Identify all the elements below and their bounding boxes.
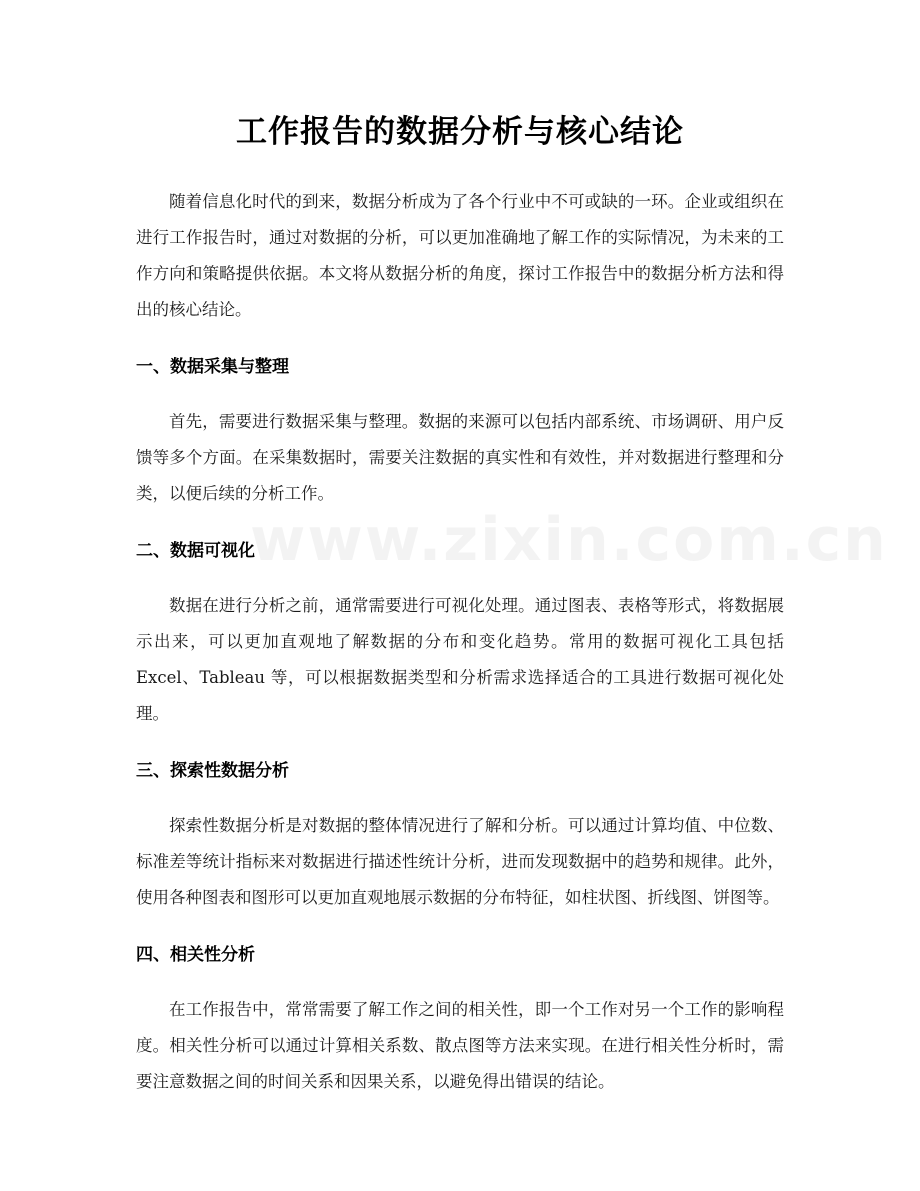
section-body-correlation-analysis: 在工作报告中，常常需要了解工作之间的相关性，即一个工作对另一个工作的影响程度。相关性分析可以通过计算相关系数、散点图等方法来实现。在进行相关性分析时，需要注意数据之间的时间关系和因果关系，以避免得出错误的结论。 [136, 1000, 784, 1091]
section-heading-correlation-analysis: 四、相关性分析 [136, 945, 255, 965]
watermark: www.zixin.com.cn [250, 505, 888, 575]
document-title: 工作报告的数据分析与核心结论 [236, 114, 684, 150]
document-content [136, 108, 888, 1126]
section-body-data-collection: 首先，需要进行数据采集与整理。数据的来源可以包括内部系统、市场调研、用户反馈等多个方面。在采集数据时，需要关注数据的真实性和有效性，并对数据进行整理和分类，以便后续的分析工作。 [136, 412, 784, 503]
section-body-visualization: 数据在进行分析之前，通常需要进行可视化处理。通过图表、表格等形式，将数据展示出来，可以更加直观地了解数据的分布和变化趋势。常用的数据可视化工具包括 Excel、Tableau 等，可以根据数据类型和分析需求选择适合的工具进行数据可视化处理。 [136, 596, 784, 723]
section-heading-exploratory-analysis: 三、探索性数据分析 [136, 761, 289, 781]
section-heading-visualization: 二、数据可视化 [136, 541, 255, 561]
section-heading-data-collection: 一、数据采集与整理 [136, 357, 289, 377]
section-body-exploratory-analysis: 探索性数据分析是对数据的整体情况进行了解和分析。可以通过计算均值、中位数、标准差等统计指标来对数据进行描述性统计分析，进而发现数据中的趋势和规律。此外，使用各种图表和图形可以更加直观地展示数据的分布特征，如柱状图、折线图、饼图等。 [136, 816, 784, 907]
intro-paragraph: 随着信息化时代的到来，数据分析成为了各个行业中不可或缺的一环。企业或组织在进行工作报告时，通过对数据的分析，可以更加准确地了解工作的实际情况，为未来的工作方向和策略提供依据。本文将从数据分析的角度，探讨工作报告中的数据分析方法和得出的核心结论。 [136, 192, 784, 319]
